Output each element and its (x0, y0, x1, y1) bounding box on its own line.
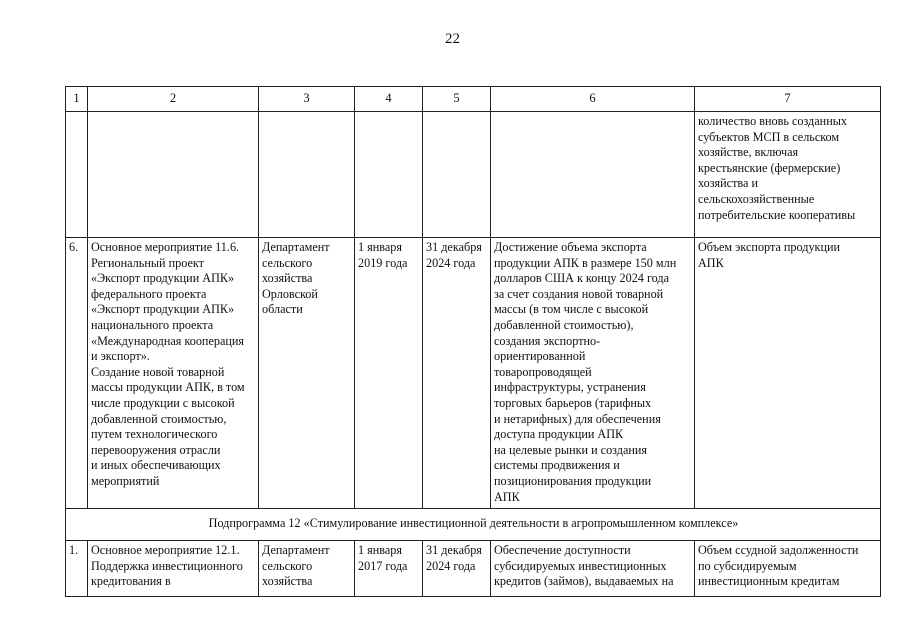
measure-name-text: Основное мероприятие 12.1. Поддержка инвестиционного кредитования в (91, 543, 243, 589)
start-date (355, 238, 423, 509)
indicator-text: Объем ссудной задолженности по субсидируемым инвестиционным кредитам (698, 543, 859, 589)
cont-cell-4 (355, 112, 423, 238)
measure-name (88, 541, 259, 597)
cont-cell-6 (491, 112, 695, 238)
measure-name (88, 238, 259, 509)
indicator (695, 238, 881, 509)
expected-result-text: Обеспечение доступности субсидируемых инвестиционных кредитов (займов), выдаваемых на (494, 543, 674, 589)
row-number-text: 6. (69, 240, 79, 254)
header-cell-6: 6 (491, 87, 695, 112)
header-cell-2: 2 (88, 87, 259, 112)
table-header-row (66, 87, 881, 112)
start-date-text: 1 января 2017 года (358, 543, 408, 573)
header-cell-7: 7 (695, 87, 881, 112)
subprogram-row (66, 509, 881, 541)
cont-cell-7 (695, 112, 881, 238)
header-cell-3: 3 (259, 87, 355, 112)
cont-cell-2 (88, 112, 259, 238)
responsible-executor (259, 541, 355, 597)
header-cell-4: 4 (355, 87, 423, 112)
end-date-text: 31 декабря 2024 года (426, 240, 482, 270)
start-date-text: 1 января 2019 года (358, 240, 408, 270)
expected-result (491, 238, 695, 509)
indicator-text: количество вновь созданных субъектов МСП в сельском хозяйстве, включая крестьянские (фермерские) хозяйства и сельскохозяйственные потребительские кооперативы (698, 114, 856, 222)
expected-result-text: Достижение объема экспорта продукции АПК в размере 150 млн долларов США к концу 2024 года за счет создания новой товарной массы (в том числе с высокой добавленной стоимостью), создания экспортно- ориентированной товаропроводящей инфраструктуры, устранения торговых барьеров (тарифных и нетарифных) для обеспечения доступа продукции АПК на целевые рынки и создания системы продвижения и позиционирования продукции АПК (494, 240, 677, 504)
end-date (423, 541, 491, 597)
responsible-executor-text: Департамент сельского хозяйства (262, 543, 330, 589)
cont-cell-1 (66, 112, 88, 238)
expected-result (491, 541, 695, 597)
indicator-text: Объем экспорта продукции АПК (698, 240, 841, 270)
header-cell-1: 1 (66, 87, 88, 112)
page-number: 22 (445, 31, 460, 47)
indicator (695, 541, 881, 597)
end-date-text: 31 декабря 2024 года (426, 543, 482, 573)
subprogram-title: Подпрограмма 12 «Стимулирование инвестиционной деятельности в агропромышленном комплексе» (66, 509, 881, 541)
end-date (423, 238, 491, 509)
cont-cell-3 (259, 112, 355, 238)
table-row (66, 238, 881, 509)
responsible-executor (259, 238, 355, 509)
header-cell-5: 5 (423, 87, 491, 112)
row-number (66, 541, 88, 597)
cont-cell-5 (423, 112, 491, 238)
responsible-executor-text: Департамент сельского хозяйства Орловской области (262, 240, 330, 317)
measure-name-text: Основное мероприятие 11.6. Региональный проект «Экспорт продукции АПК» федерального проекта «Экспорт продукции АПК» национального проекта «Международная кооперация и экспорт». Создание новой товарной массы продукции АПК, в том числе продукции с высокой добавленной стоимостью, путем технологического перевооружения отрасли и иных обеспечивающих мероприятий (91, 240, 245, 488)
table-row (66, 541, 881, 597)
program-table (65, 86, 881, 597)
row-number-text: 1. (69, 543, 79, 558)
row-number (66, 238, 88, 509)
continuation-row (66, 112, 881, 238)
start-date (355, 541, 423, 597)
